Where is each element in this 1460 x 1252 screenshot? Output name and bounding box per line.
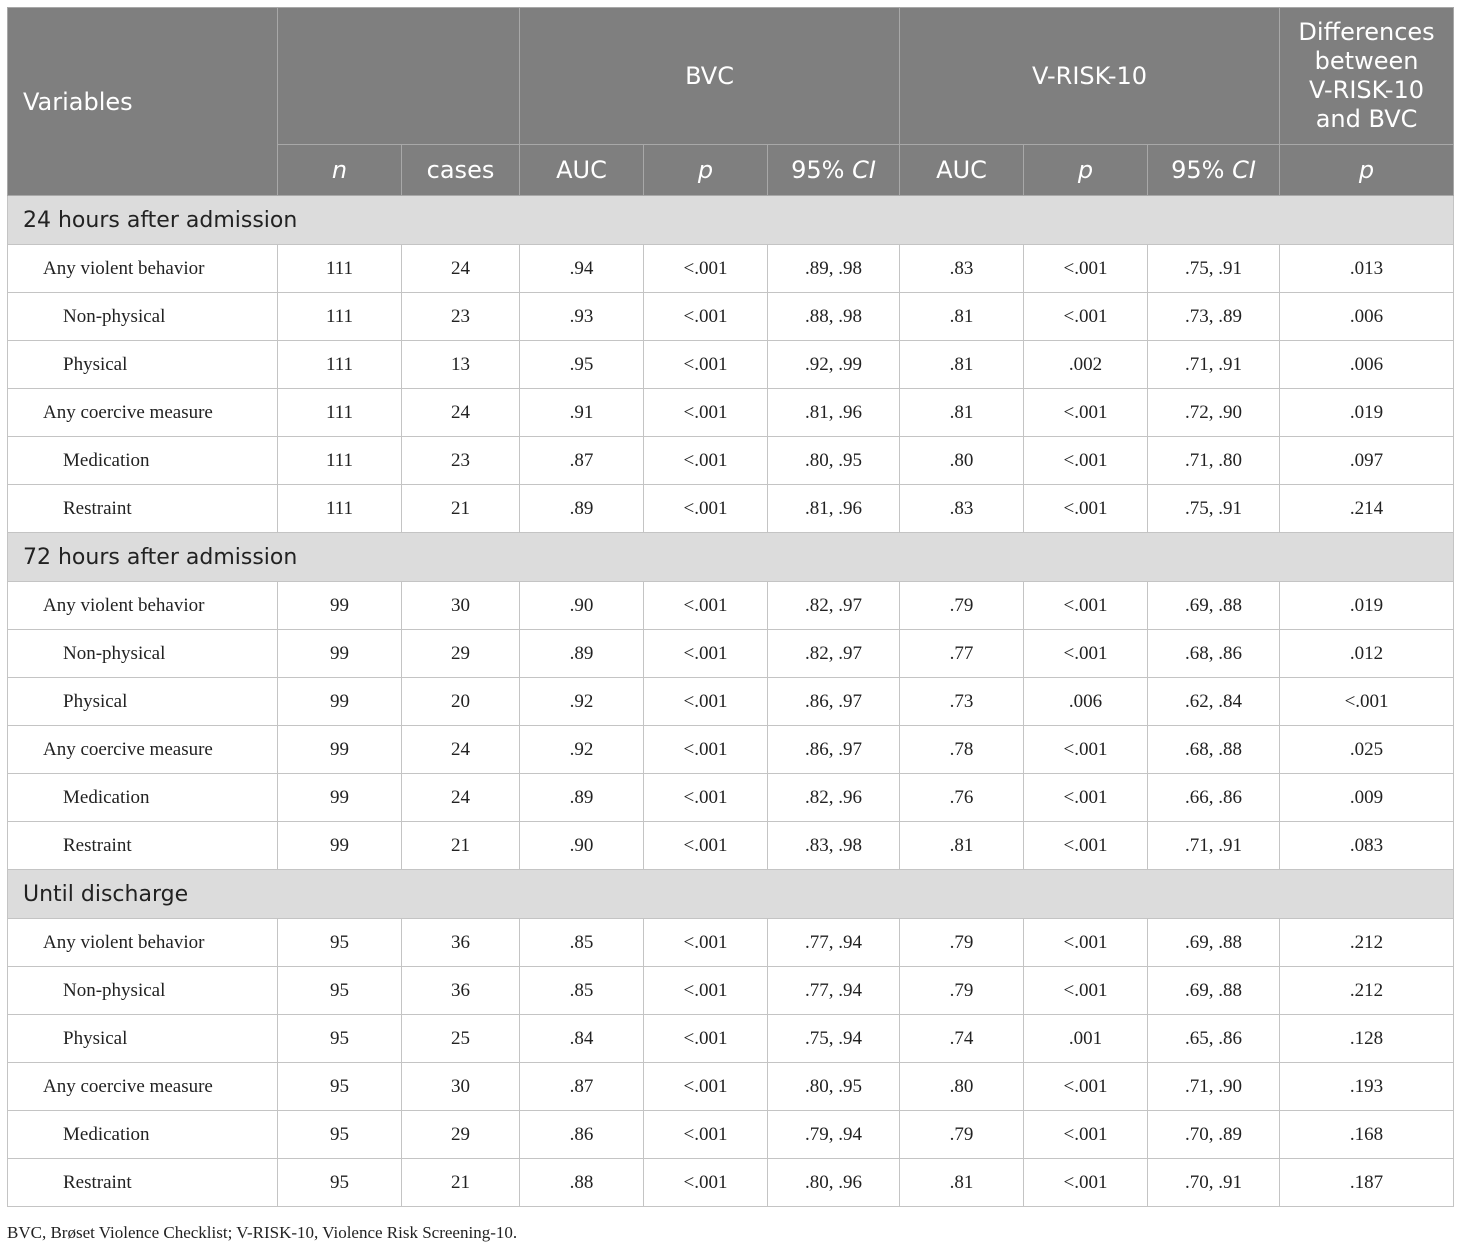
- vrisk-p-cell: <.001: [1024, 245, 1148, 293]
- vrisk-auc-cell: .74: [900, 1015, 1024, 1063]
- cases-cell: 21: [402, 1159, 520, 1207]
- vrisk-p-header: p: [1024, 145, 1148, 196]
- section-title: 24 hours after admission: [8, 196, 1454, 245]
- row-label: Restraint: [8, 822, 278, 870]
- bvc-auc-cell: .88: [520, 1159, 644, 1207]
- bvc-ci-cell: .77, .94: [768, 967, 900, 1015]
- table-header: [8, 8, 1454, 196]
- bvc-ci-cell: .75, .94: [768, 1015, 900, 1063]
- n-cell: 99: [278, 774, 402, 822]
- vrisk-ci-cell: .69, .88: [1148, 967, 1280, 1015]
- vrisk-header: V-RISK-10: [900, 8, 1280, 145]
- n-cell: 99: [278, 678, 402, 726]
- vrisk-ci-cell: .65, .86: [1148, 1015, 1280, 1063]
- bvc-p-cell: <.001: [644, 341, 768, 389]
- table-row: [8, 389, 1454, 437]
- table-row: [8, 774, 1454, 822]
- vrisk-p-cell: <.001: [1024, 293, 1148, 341]
- bvc-p-cell: <.001: [644, 822, 768, 870]
- blank-header: [278, 8, 520, 145]
- bvc-auc-cell: .89: [520, 630, 644, 678]
- bvc-p-cell: <.001: [644, 774, 768, 822]
- n-cell: 99: [278, 822, 402, 870]
- diff-p-header: p: [1280, 145, 1454, 196]
- vrisk-p-cell: <.001: [1024, 485, 1148, 533]
- row-label: Any violent behavior: [8, 245, 278, 293]
- vrisk-auc-cell: .78: [900, 726, 1024, 774]
- cases-cell: 36: [402, 919, 520, 967]
- table-row: [8, 341, 1454, 389]
- vrisk-p-cell: <.001: [1024, 389, 1148, 437]
- bvc-ci-prefix: 95%: [791, 156, 853, 184]
- section-title: 72 hours after admission: [8, 533, 1454, 582]
- vrisk-auc-cell: .81: [900, 341, 1024, 389]
- n-cell: 99: [278, 726, 402, 774]
- vrisk-p-cell: .002: [1024, 341, 1148, 389]
- cases-cell: 20: [402, 678, 520, 726]
- row-label: Any coercive measure: [8, 1063, 278, 1111]
- vrisk-auc-cell: .80: [900, 437, 1024, 485]
- diff-p-cell: .214: [1280, 485, 1454, 533]
- bvc-auc-cell: .87: [520, 1063, 644, 1111]
- n-cell: 95: [278, 1159, 402, 1207]
- vrisk-auc-cell: .76: [900, 774, 1024, 822]
- table-row: [8, 967, 1454, 1015]
- vrisk-p-cell: <.001: [1024, 582, 1148, 630]
- vrisk-auc-cell: .83: [900, 485, 1024, 533]
- section-row: [8, 533, 1454, 582]
- bvc-ci-cell: .88, .98: [768, 293, 900, 341]
- differences-header: [1280, 8, 1454, 145]
- vrisk-auc-cell: .83: [900, 245, 1024, 293]
- auc-results-table: [7, 7, 1454, 1207]
- cases-cell: 24: [402, 774, 520, 822]
- bvc-ci-cell: .82, .96: [768, 774, 900, 822]
- cases-cell: 25: [402, 1015, 520, 1063]
- vrisk-ci-cell: .71, .91: [1148, 341, 1280, 389]
- bvc-header: BVC: [520, 8, 900, 145]
- cases-cell: 21: [402, 485, 520, 533]
- vrisk-ci-cell: .68, .86: [1148, 630, 1280, 678]
- bvc-ci-cell: .86, .97: [768, 678, 900, 726]
- bvc-p-cell: <.001: [644, 293, 768, 341]
- diff-p-cell: .187: [1280, 1159, 1454, 1207]
- vrisk-auc-cell: .79: [900, 967, 1024, 1015]
- bvc-p-cell: <.001: [644, 1159, 768, 1207]
- table-row: [8, 726, 1454, 774]
- vrisk-auc-cell: .79: [900, 919, 1024, 967]
- vrisk-ci-cell: .71, .90: [1148, 1063, 1280, 1111]
- table-row: [8, 1111, 1454, 1159]
- row-label: Medication: [8, 437, 278, 485]
- bvc-ci-cell: .81, .96: [768, 485, 900, 533]
- vrisk-auc-cell: .77: [900, 630, 1024, 678]
- bvc-auc-cell: .93: [520, 293, 644, 341]
- n-cell: 99: [278, 630, 402, 678]
- cases-cell: 24: [402, 726, 520, 774]
- cases-cell: 21: [402, 822, 520, 870]
- n-cell: 99: [278, 582, 402, 630]
- bvc-auc-cell: .90: [520, 582, 644, 630]
- table-row: [8, 1159, 1454, 1207]
- bvc-auc-cell: .85: [520, 967, 644, 1015]
- diff-p-cell: .019: [1280, 389, 1454, 437]
- bvc-p-cell: <.001: [644, 919, 768, 967]
- row-label: Medication: [8, 1111, 278, 1159]
- table-row: [8, 919, 1454, 967]
- vrisk-p-cell: <.001: [1024, 919, 1148, 967]
- vrisk-ci-cell: .68, .88: [1148, 726, 1280, 774]
- diff-p-cell: .128: [1280, 1015, 1454, 1063]
- differences-line-1: Differences: [1298, 18, 1435, 46]
- row-label: Physical: [8, 678, 278, 726]
- vrisk-auc-cell: .80: [900, 1063, 1024, 1111]
- vrisk-auc-cell: .81: [900, 822, 1024, 870]
- bvc-auc-cell: .92: [520, 678, 644, 726]
- bvc-auc-cell: .89: [520, 774, 644, 822]
- bvc-auc-cell: .89: [520, 485, 644, 533]
- vrisk-auc-cell: .81: [900, 1159, 1024, 1207]
- vrisk-auc-cell: .81: [900, 293, 1024, 341]
- bvc-ci-cell: .81, .96: [768, 389, 900, 437]
- bvc-auc-cell: .84: [520, 1015, 644, 1063]
- table-row: [8, 245, 1454, 293]
- section-row: [8, 196, 1454, 245]
- vrisk-ci-cell: .71, .91: [1148, 822, 1280, 870]
- vrisk-ci-cell: .66, .86: [1148, 774, 1280, 822]
- bvc-ci-cell: .82, .97: [768, 582, 900, 630]
- section-title: Until discharge: [8, 870, 1454, 919]
- bvc-p-cell: <.001: [644, 1015, 768, 1063]
- diff-p-cell: .212: [1280, 967, 1454, 1015]
- cases-cell: 29: [402, 630, 520, 678]
- table-row: [8, 822, 1454, 870]
- bvc-p-cell: <.001: [644, 1111, 768, 1159]
- cases-cell: 23: [402, 437, 520, 485]
- cases-header: cases: [402, 145, 520, 196]
- diff-p-cell: .097: [1280, 437, 1454, 485]
- bvc-p-cell: <.001: [644, 389, 768, 437]
- n-header: n: [278, 145, 402, 196]
- bvc-ci-suffix: CI: [852, 156, 876, 184]
- bvc-ci-cell: .83, .98: [768, 822, 900, 870]
- row-label: Physical: [8, 341, 278, 389]
- bvc-p-header: p: [644, 145, 768, 196]
- bvc-p-cell: <.001: [644, 967, 768, 1015]
- diff-p-cell: .025: [1280, 726, 1454, 774]
- row-label: Non-physical: [8, 630, 278, 678]
- diff-p-cell: .006: [1280, 293, 1454, 341]
- vrisk-ci-cell: .75, .91: [1148, 485, 1280, 533]
- differences-line-2: between: [1314, 47, 1419, 75]
- cases-cell: 23: [402, 293, 520, 341]
- vrisk-ci-cell: .70, .89: [1148, 1111, 1280, 1159]
- cases-cell: 29: [402, 1111, 520, 1159]
- diff-p-cell: .006: [1280, 341, 1454, 389]
- diff-p-cell: .009: [1280, 774, 1454, 822]
- bvc-auc-cell: .92: [520, 726, 644, 774]
- vrisk-p-cell: <.001: [1024, 437, 1148, 485]
- bvc-p-cell: <.001: [644, 437, 768, 485]
- table-row: [8, 678, 1454, 726]
- vrisk-auc-cell: .81: [900, 389, 1024, 437]
- differences-line-4: and BVC: [1315, 105, 1418, 133]
- results-table-container: [7, 7, 1453, 1207]
- bvc-p-cell: <.001: [644, 245, 768, 293]
- table-footnote: BVC, Brøset Violence Checklist; V-RISK-10, Violence Risk Screening-10.: [7, 1223, 518, 1242]
- cases-cell: 30: [402, 582, 520, 630]
- table-row: [8, 293, 1454, 341]
- diff-p-cell: .013: [1280, 245, 1454, 293]
- bvc-ci-cell: .80, .95: [768, 1063, 900, 1111]
- bvc-ci-cell: .77, .94: [768, 919, 900, 967]
- vrisk-p-cell: <.001: [1024, 967, 1148, 1015]
- bvc-ci-cell: .82, .97: [768, 630, 900, 678]
- row-label: Restraint: [8, 485, 278, 533]
- section-row: [8, 870, 1454, 919]
- bvc-auc-header: AUC: [520, 145, 644, 196]
- diff-p-cell: <.001: [1280, 678, 1454, 726]
- vrisk-ci-header: [1148, 145, 1280, 196]
- bvc-ci-cell: .89, .98: [768, 245, 900, 293]
- bvc-ci-cell: .80, .96: [768, 1159, 900, 1207]
- vrisk-ci-cell: .71, .80: [1148, 437, 1280, 485]
- table-body: [8, 196, 1454, 1207]
- row-label: Any violent behavior: [8, 919, 278, 967]
- bvc-ci-cell: .92, .99: [768, 341, 900, 389]
- n-cell: 111: [278, 437, 402, 485]
- row-label: Any violent behavior: [8, 582, 278, 630]
- row-label: Physical: [8, 1015, 278, 1063]
- differences-line-3: V-RISK-10: [1309, 76, 1425, 104]
- cases-cell: 24: [402, 389, 520, 437]
- vrisk-auc-cell: .73: [900, 678, 1024, 726]
- diff-p-cell: .168: [1280, 1111, 1454, 1159]
- bvc-ci-header: [768, 145, 900, 196]
- table-row: [8, 1015, 1454, 1063]
- row-label: Any coercive measure: [8, 389, 278, 437]
- row-label: Non-physical: [8, 293, 278, 341]
- bvc-p-cell: <.001: [644, 630, 768, 678]
- n-cell: 95: [278, 1063, 402, 1111]
- vrisk-auc-cell: .79: [900, 582, 1024, 630]
- bvc-auc-cell: .86: [520, 1111, 644, 1159]
- vrisk-p-cell: <.001: [1024, 726, 1148, 774]
- table-row: [8, 1063, 1454, 1111]
- table-row: [8, 630, 1454, 678]
- table-row: [8, 437, 1454, 485]
- vrisk-p-cell: <.001: [1024, 630, 1148, 678]
- diff-p-cell: .012: [1280, 630, 1454, 678]
- vrisk-ci-cell: .69, .88: [1148, 582, 1280, 630]
- vrisk-p-cell: .001: [1024, 1015, 1148, 1063]
- diff-p-cell: .212: [1280, 919, 1454, 967]
- diff-p-cell: .193: [1280, 1063, 1454, 1111]
- bvc-auc-cell: .94: [520, 245, 644, 293]
- vrisk-ci-cell: .72, .90: [1148, 389, 1280, 437]
- bvc-p-cell: <.001: [644, 1063, 768, 1111]
- diff-p-cell: .019: [1280, 582, 1454, 630]
- vrisk-p-cell: <.001: [1024, 1159, 1148, 1207]
- row-label: Restraint: [8, 1159, 278, 1207]
- vrisk-ci-prefix: 95%: [1171, 156, 1233, 184]
- table-row: [8, 582, 1454, 630]
- vrisk-p-cell: <.001: [1024, 1111, 1148, 1159]
- vrisk-p-cell: <.001: [1024, 1063, 1148, 1111]
- table-row: [8, 485, 1454, 533]
- bvc-auc-cell: .85: [520, 919, 644, 967]
- bvc-auc-cell: .90: [520, 822, 644, 870]
- bvc-ci-cell: .86, .97: [768, 726, 900, 774]
- n-cell: 95: [278, 919, 402, 967]
- row-label: Any coercive measure: [8, 726, 278, 774]
- vrisk-ci-cell: .73, .89: [1148, 293, 1280, 341]
- vrisk-ci-cell: .62, .84: [1148, 678, 1280, 726]
- vrisk-ci-cell: .75, .91: [1148, 245, 1280, 293]
- n-cell: 111: [278, 245, 402, 293]
- vrisk-p-cell: <.001: [1024, 822, 1148, 870]
- cases-cell: 30: [402, 1063, 520, 1111]
- vrisk-ci-cell: .69, .88: [1148, 919, 1280, 967]
- vrisk-ci-cell: .70, .91: [1148, 1159, 1280, 1207]
- vrisk-p-cell: <.001: [1024, 774, 1148, 822]
- diff-p-cell: .083: [1280, 822, 1454, 870]
- bvc-p-cell: <.001: [644, 582, 768, 630]
- bvc-p-cell: <.001: [644, 726, 768, 774]
- n-cell: 95: [278, 1111, 402, 1159]
- row-label: Medication: [8, 774, 278, 822]
- n-cell: 111: [278, 485, 402, 533]
- bvc-ci-cell: .80, .95: [768, 437, 900, 485]
- bvc-auc-cell: .91: [520, 389, 644, 437]
- bvc-ci-cell: .79, .94: [768, 1111, 900, 1159]
- vrisk-auc-cell: .79: [900, 1111, 1024, 1159]
- variables-header: Variables: [8, 8, 278, 196]
- n-cell: 95: [278, 1015, 402, 1063]
- vrisk-auc-header: AUC: [900, 145, 1024, 196]
- cases-cell: 13: [402, 341, 520, 389]
- n-cell: 111: [278, 389, 402, 437]
- bvc-auc-cell: .95: [520, 341, 644, 389]
- cases-cell: 36: [402, 967, 520, 1015]
- vrisk-p-cell: .006: [1024, 678, 1148, 726]
- n-cell: 95: [278, 967, 402, 1015]
- row-label: Non-physical: [8, 967, 278, 1015]
- bvc-p-cell: <.001: [644, 678, 768, 726]
- n-cell: 111: [278, 341, 402, 389]
- bvc-p-cell: <.001: [644, 485, 768, 533]
- vrisk-ci-suffix: CI: [1232, 156, 1256, 184]
- bvc-auc-cell: .87: [520, 437, 644, 485]
- n-cell: 111: [278, 293, 402, 341]
- cases-cell: 24: [402, 245, 520, 293]
